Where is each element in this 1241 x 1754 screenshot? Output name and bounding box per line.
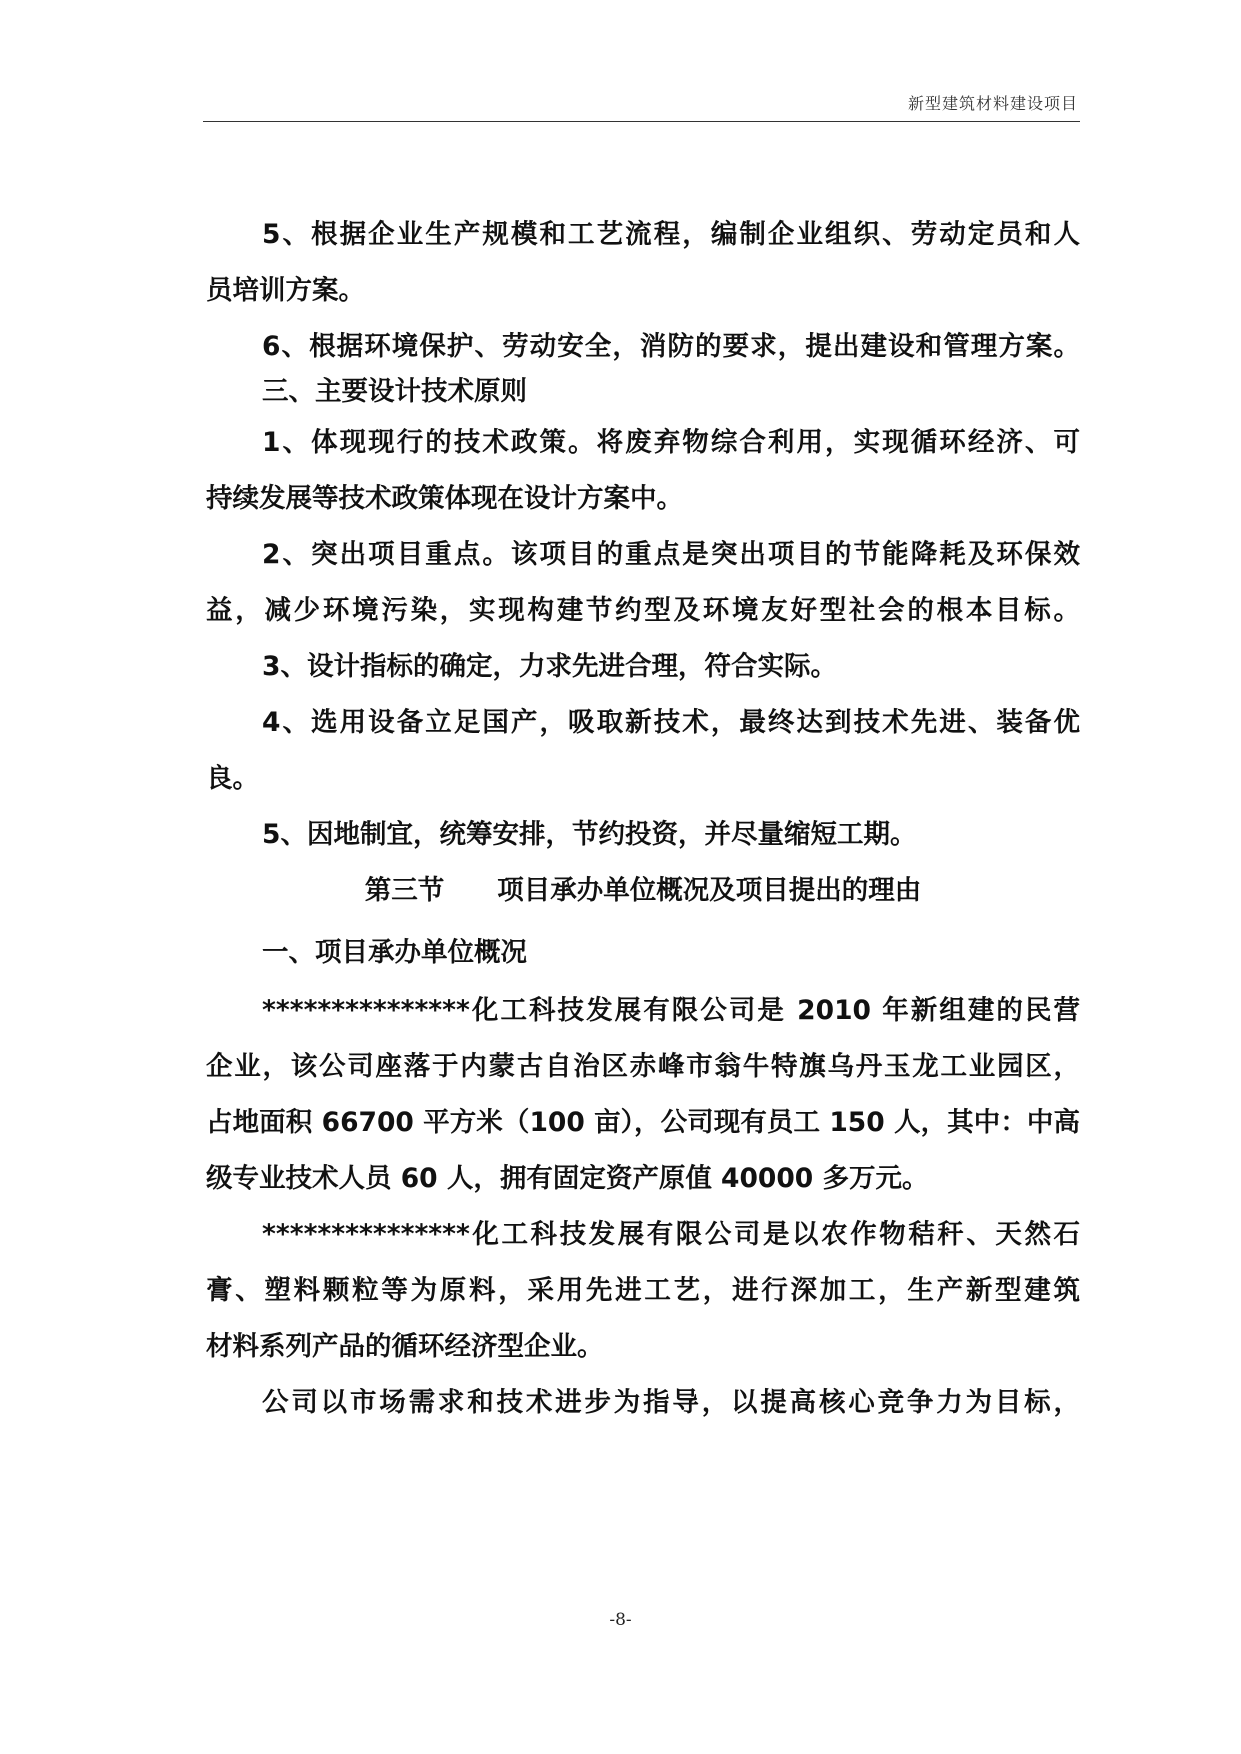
paragraph-line: 6、根据环境保护、劳动安全，消防的要求，提出建设和管理方案。	[262, 331, 1080, 362]
paragraph-line: 持续发展等技术政策体现在设计方案中。	[206, 483, 683, 514]
paragraph-line: 占地面积 66700 平方米（100 亩），公司现有员工 150 人，其中：中高	[206, 1107, 1080, 1138]
paragraph-line: 级专业技术人员 60 人，拥有固定资产原值 40000 多万元。	[206, 1163, 929, 1194]
paragraph-line: 2、突出项目重点。该项目的重点是突出项目的节能降耗及环保效	[262, 539, 1080, 570]
section-heading: 一、项目承办单位概况	[262, 937, 527, 968]
header-title: 新型建筑材料建设项目	[907, 94, 1078, 113]
paragraph-line: 企业，该公司座落于内蒙古自治区赤峰市翁牛特旗乌丹玉龙工业园区，	[206, 1051, 1080, 1082]
paragraph-line: 3、设计指标的确定，力求先进合理，符合实际。	[262, 651, 837, 682]
paragraph-line: ***************化工科技发展有限公司是 2010 年新组建的民营	[262, 995, 1080, 1026]
paragraph-line: 材料系列产品的循环经济型企业。	[206, 1331, 604, 1362]
section-title: 第三节 项目承办单位概况及项目提出的理由	[364, 875, 922, 906]
paragraph-line: 膏、塑料颗粒等为原料，采用先进工艺，进行深加工，生产新型建筑	[206, 1275, 1080, 1306]
paragraph-line: 1、体现现行的技术政策。将废弃物综合利用，实现循环经济、可	[262, 427, 1080, 458]
paragraph-line: 益，减少环境污染，实现构建节约型及环境友好型社会的根本目标。	[206, 595, 1080, 626]
paragraph-line: 5、根据企业生产规模和工艺流程，编制企业组织、劳动定员和人	[262, 219, 1080, 250]
page-number: -8-	[609, 1610, 632, 1630]
paragraph-line: 公司以市场需求和技术进步为指导，以提高核心竞争力为目标，	[262, 1387, 1080, 1418]
paragraph-line: 5、因地制宜，统筹安排，节约投资，并尽量缩短工期。	[262, 819, 917, 850]
paragraph-line: 员培训方案。	[206, 275, 365, 306]
section-heading: 三、主要设计技术原则	[262, 376, 527, 407]
paragraph-line: 良。	[206, 763, 259, 794]
paragraph-line: 4、选用设备立足国产，吸取新技术，最终达到技术先进、装备优	[262, 707, 1080, 738]
paragraph-line: ***************化工科技发展有限公司是以农作物秸秆、天然石	[262, 1219, 1080, 1250]
page-header	[203, 87, 1080, 122]
